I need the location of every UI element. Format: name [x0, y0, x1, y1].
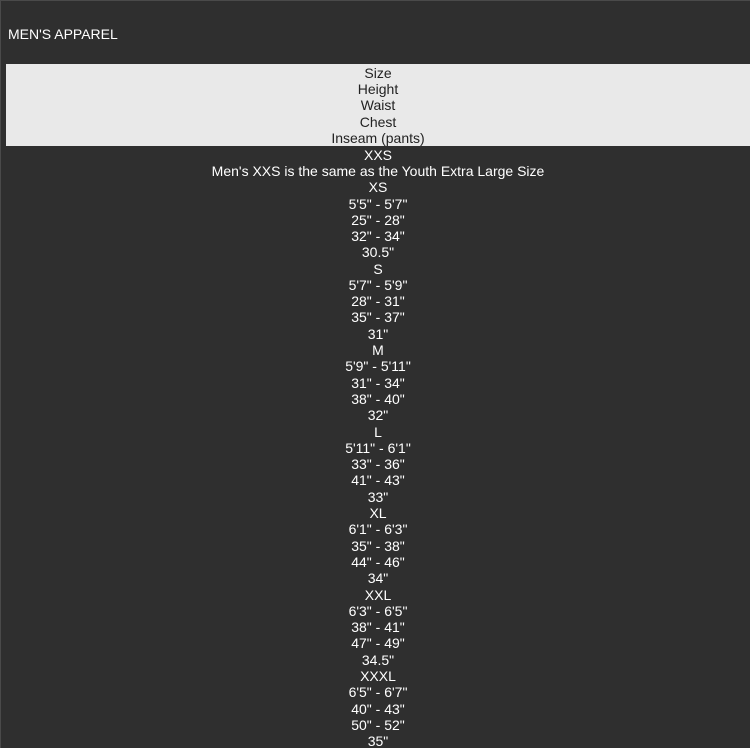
table-row: 35" - 37": [351, 309, 405, 325]
table-row: 6'1" - 6'3": [348, 521, 408, 537]
table-row: 5'9" - 5'11": [345, 358, 411, 374]
table-row: 35": [367, 733, 389, 748]
table-row: 44" - 46": [351, 554, 405, 570]
table-row: M: [372, 342, 384, 358]
table-row: 6'3" - 6'5": [348, 603, 408, 619]
table-row: 41" - 43": [351, 472, 405, 488]
table-row: 40" - 43": [351, 701, 405, 717]
table-row: 5'7" - 5'9": [348, 277, 408, 293]
header-waist: Waist: [360, 97, 396, 113]
page-title: MEN'S APPAREL: [8, 26, 118, 42]
table-row: XL: [369, 505, 387, 521]
table-row: 33" - 36": [351, 456, 405, 472]
table-row: 35" - 38": [351, 538, 405, 554]
table-row: XXXL: [360, 668, 396, 684]
table-row: 30.5": [361, 244, 395, 260]
table-row: XXS: [363, 147, 392, 163]
table-row: 31": [367, 326, 389, 342]
table-row: 34": [367, 570, 389, 586]
table-row: XS: [368, 179, 388, 195]
header-size: Size: [364, 65, 392, 81]
table-row: 5'5" - 5'7": [348, 196, 408, 212]
header-inseam: Inseam (pants): [331, 130, 425, 146]
table-row: 50" - 52": [351, 717, 405, 733]
table-row: Men's XXS is the same as the Youth Extra Large Size: [211, 163, 545, 179]
table-row: 47" - 49": [351, 635, 405, 651]
table-row: 34.5": [361, 652, 395, 668]
table-row: 6'5" - 6'7": [348, 684, 408, 700]
table-row: 33": [367, 489, 389, 505]
table-row: 28" - 31": [351, 293, 405, 309]
header-height: Height: [357, 81, 399, 97]
header-chest: Chest: [359, 114, 397, 130]
table-row: 5'11" - 6'1": [345, 440, 411, 456]
table-row: 31" - 34": [351, 375, 405, 391]
size-chart-header: [6, 64, 750, 146]
table-row: L: [374, 424, 382, 440]
table-row: 32" - 34": [351, 228, 405, 244]
table-row: S: [373, 261, 383, 277]
table-row: 38" - 40": [351, 391, 405, 407]
table-row: 25" - 28": [351, 212, 405, 228]
table-row: XXL: [364, 587, 392, 603]
table-row: 38" - 41": [351, 619, 405, 635]
table-row: 32": [367, 407, 389, 423]
